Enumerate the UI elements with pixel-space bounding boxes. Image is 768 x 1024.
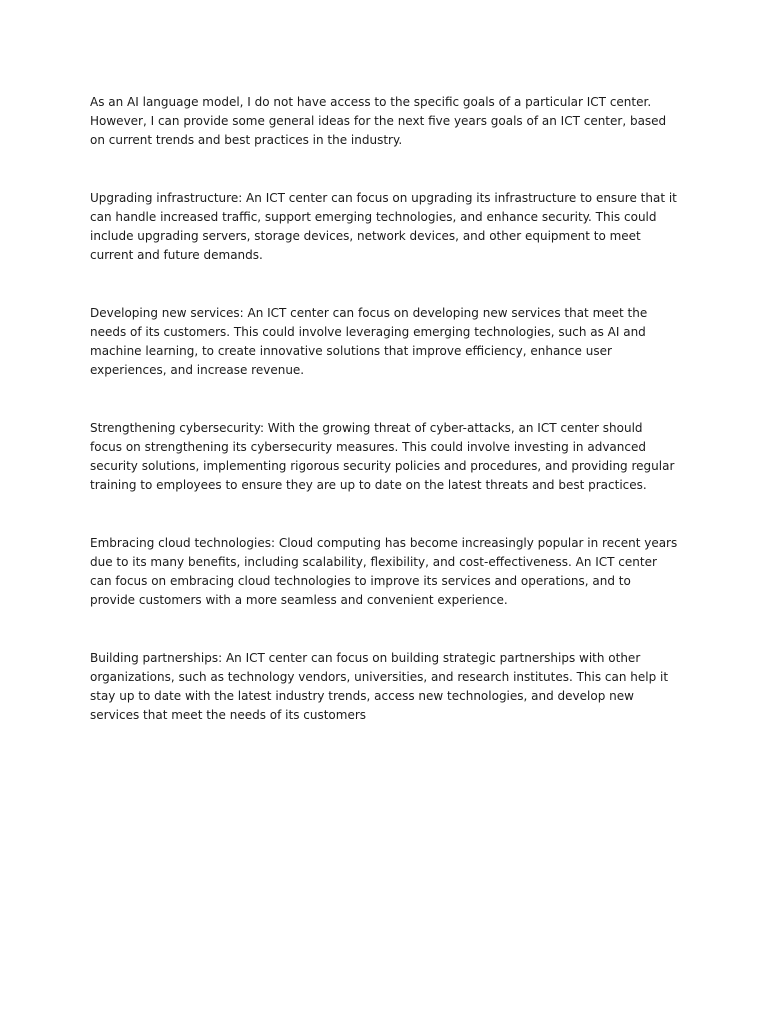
paragraph-embracing-cloud: Embracing cloud technologies: Cloud computing has become increasingly popular in recent years due to its many benefits, including scalability, flexibility, and cost-effectiveness. An ICT center can focus on embracing cloud technologies to improve its services and operations, and to provide customers with a more seamless and convenient experience. — [90, 536, 678, 607]
paragraph-intro: As an AI language model, I do not have access to the specific goals of a particular ICT center. However, I can provide some general ideas for the next five years goals of an ICT center, based on current trends and best practices in the industry. — [90, 95, 667, 147]
paragraph-strengthening-cybersecurity: Strengthening cybersecurity: With the growing threat of cyber-attacks, an ICT center should focus on strengthening its cybersecurity measures. This could involve investing in advanced security solutions, implementing rigorous security policies and procedures, and providing regular training to employees to ensure they are up to date on the latest threats and best practices. — [90, 421, 675, 492]
paragraph-upgrading-infrastructure: Upgrading infrastructure: An ICT center can focus on upgrading its infrastructure to ensure that it can handle increased traffic, support emerging technologies, and enhance security. This could include upgrading servers, storage devices, network devices, and other equipment to meet current and future demands. — [90, 191, 677, 262]
paragraph-developing-new-services: Developing new services: An ICT center can focus on developing new services that meet the needs of its customers. This could involve leveraging emerging technologies, such as AI and machine learning, to create innovative solutions that improve efficiency, enhance user experiences, and increase revenue. — [90, 306, 648, 377]
document-body — [90, 93, 678, 764]
paragraph-building-partnerships: Building partnerships: An ICT center can focus on building strategic partnerships with other organizations, such as technology vendors, universities, and research institutes. This can help it stay up to date with the latest industry trends, access new technologies, and develop new services that meet the needs of its customers — [90, 651, 669, 722]
